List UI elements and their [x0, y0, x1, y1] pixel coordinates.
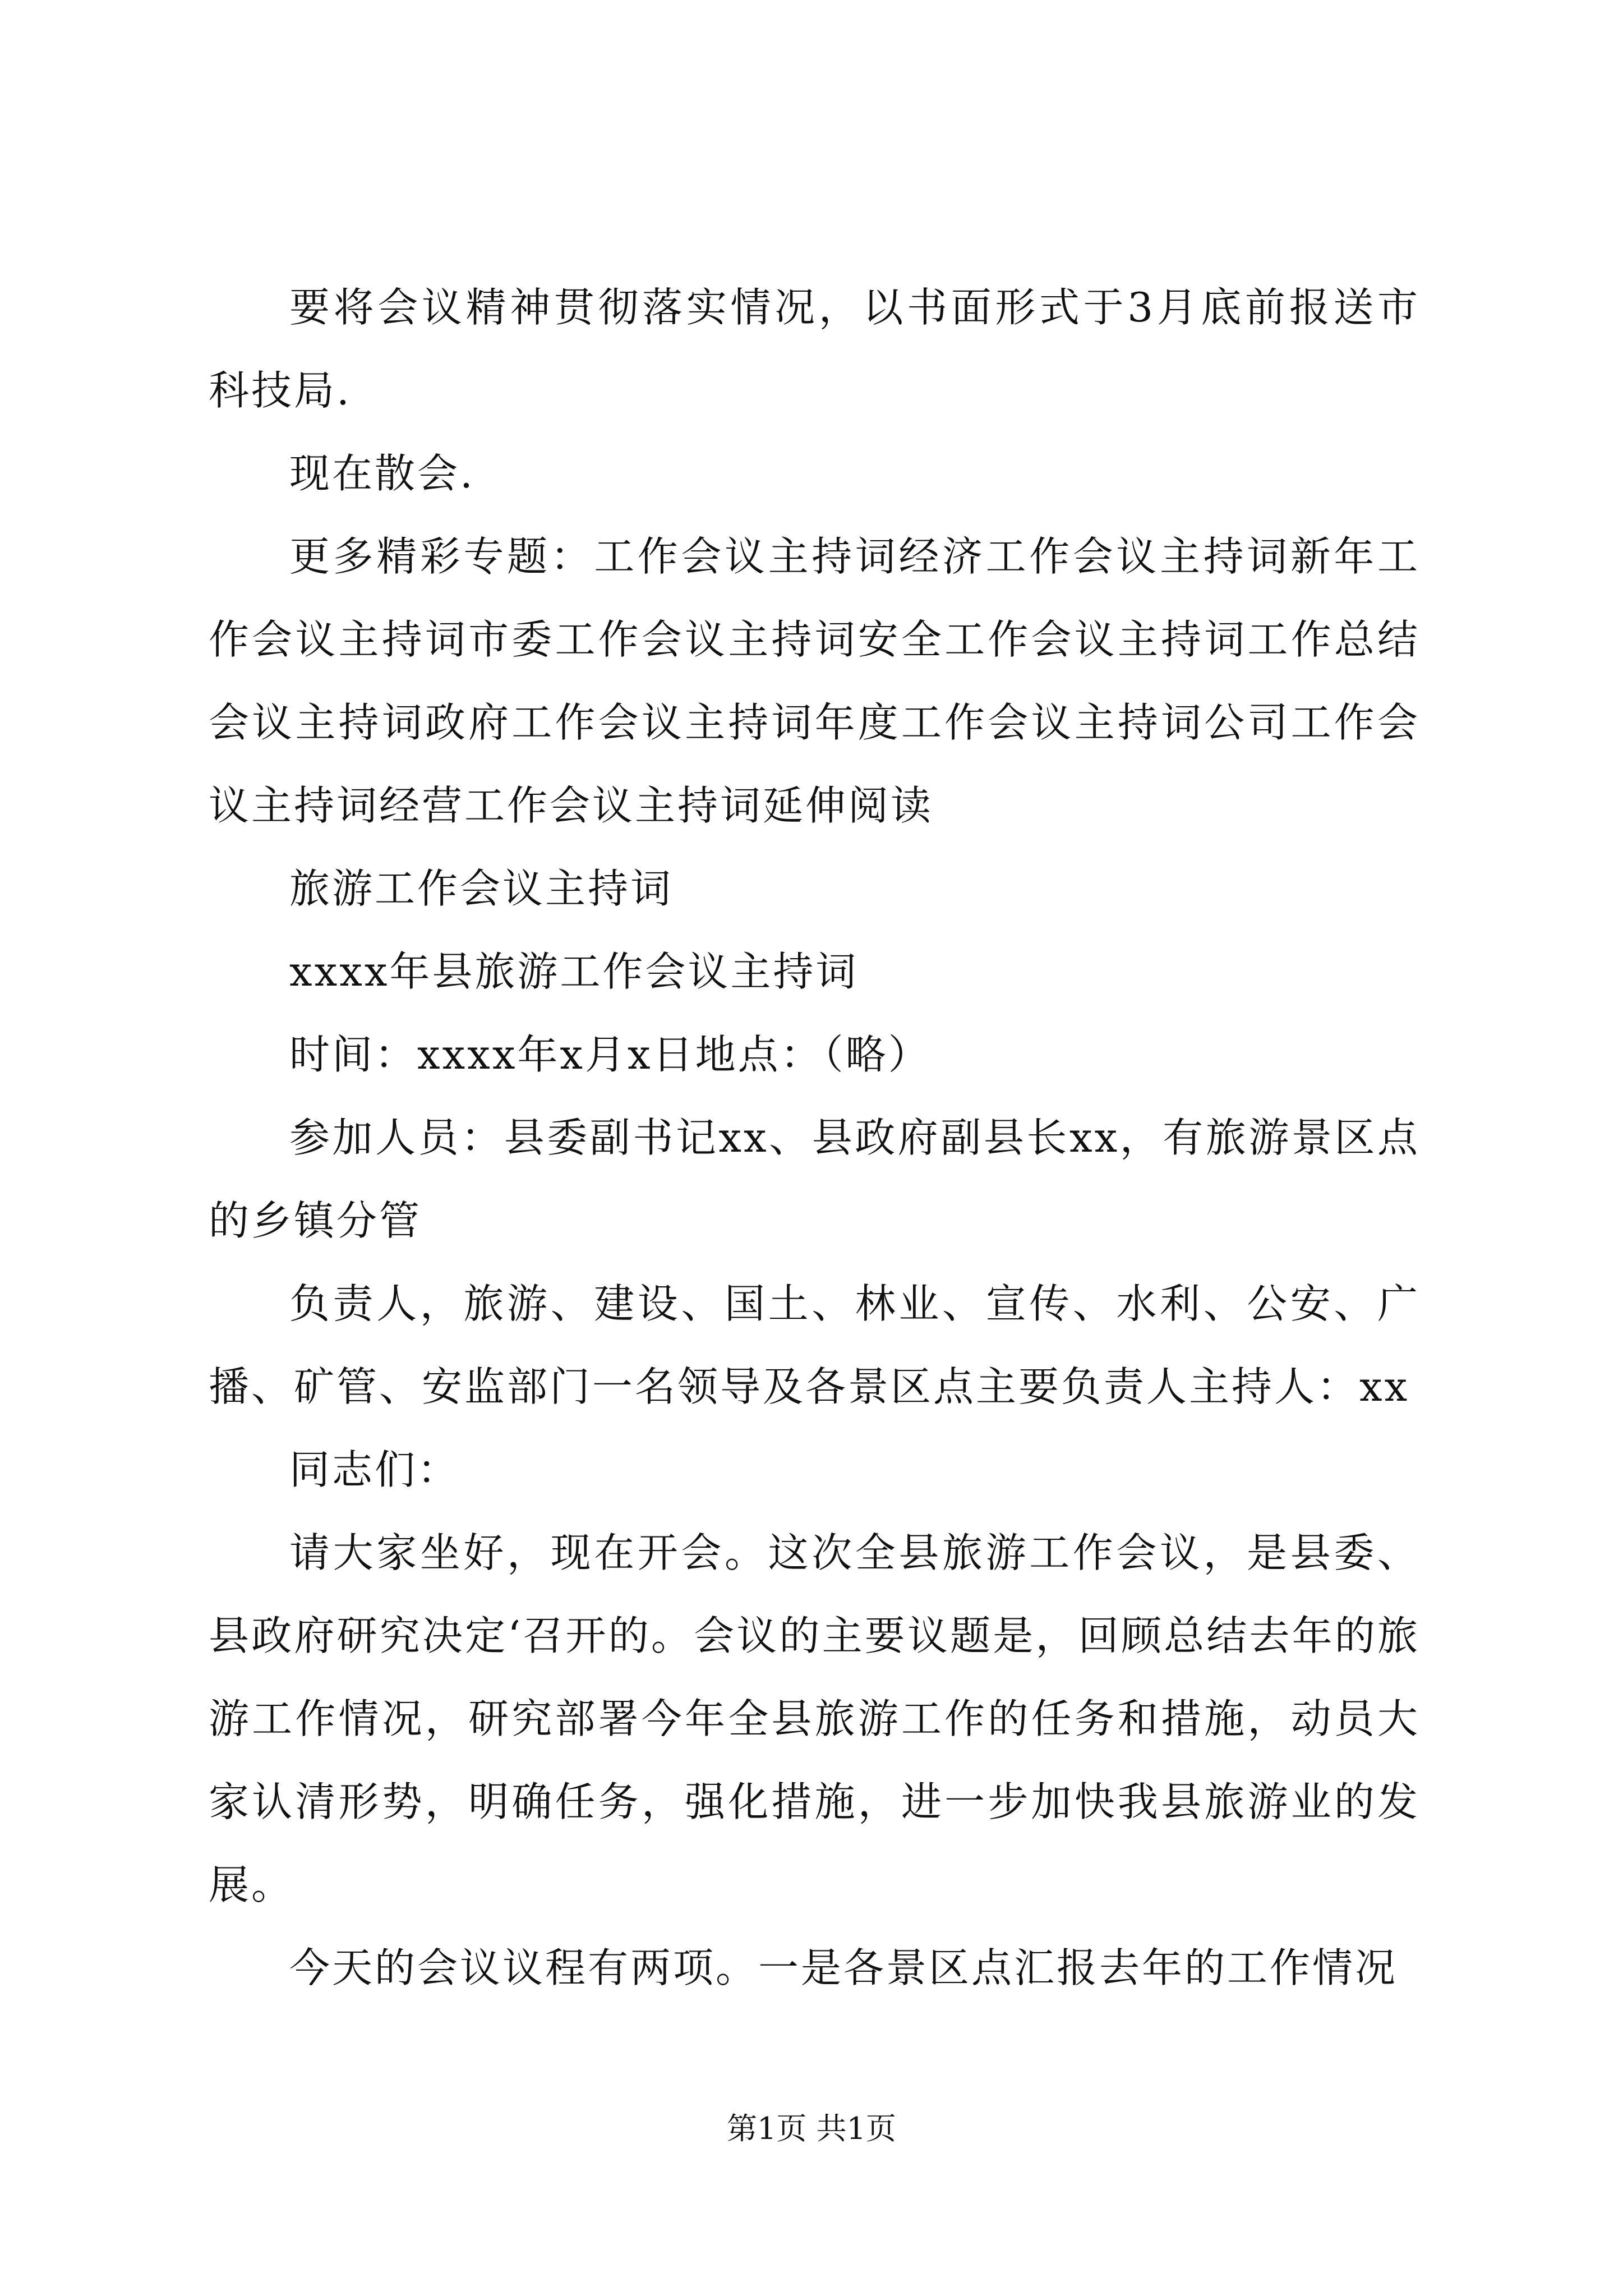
paragraph-attendees: 参加人员：县委副书记xx、县政府副县长xx，有旅游景区点的乡镇分管 — [209, 1114, 1420, 1244]
paragraph-responsible-persons: 负责人，旅游、建设、国土、林业、宣传、水利、公安、广播、矿管、安监部门一名领导及各景区点主要负责人主持人：xx — [209, 1280, 1420, 1410]
paragraph-section-title: 旅游工作会议主持词 — [289, 865, 674, 912]
page-number-footer: 第1页 共1页 — [727, 2111, 896, 2146]
paragraph-more-topics: 更多精彩专题：工作会议主持词经济工作会议主持词新年工作会议主持词市委工作会议主持词安全工作会议主持词工作总结会议主持词政府工作会议主持词年度工作会议主持词公司工作会议主持词经营工作会议主持词延伸阅读 — [209, 533, 1420, 829]
paragraph-opening-remarks: 请大家坐好，现在开会。这次全县旅游工作会议，是县委、县政府研究决定‘召开的。会议的主要议题是，回顾总结去年的旅游工作情况，研究部署今年全县旅游工作的任务和措施，动员大家认清形势，明确任务，强化措施，进一步加快我县旅游业的发展。 — [209, 1529, 1420, 1908]
paragraph-meeting-title: xxxx年县旅游工作会议主持词 — [289, 948, 859, 995]
paragraph-report-deadline: 要将会议精神贯彻落实情况，以书面形式于3月底前报送市科技局. — [209, 284, 1420, 414]
paragraph-time-location: 时间：xxxx年x月x日地点：（略） — [289, 1031, 931, 1078]
paragraph-greeting: 同志们： — [289, 1446, 460, 1493]
document-body — [209, 266, 1420, 2009]
paragraph-agenda: 今天的会议议程有两项。一是各景区点汇报去年的工作情况 — [289, 1944, 1398, 1991]
paragraph-adjourn: 现在散会. — [289, 450, 475, 497]
